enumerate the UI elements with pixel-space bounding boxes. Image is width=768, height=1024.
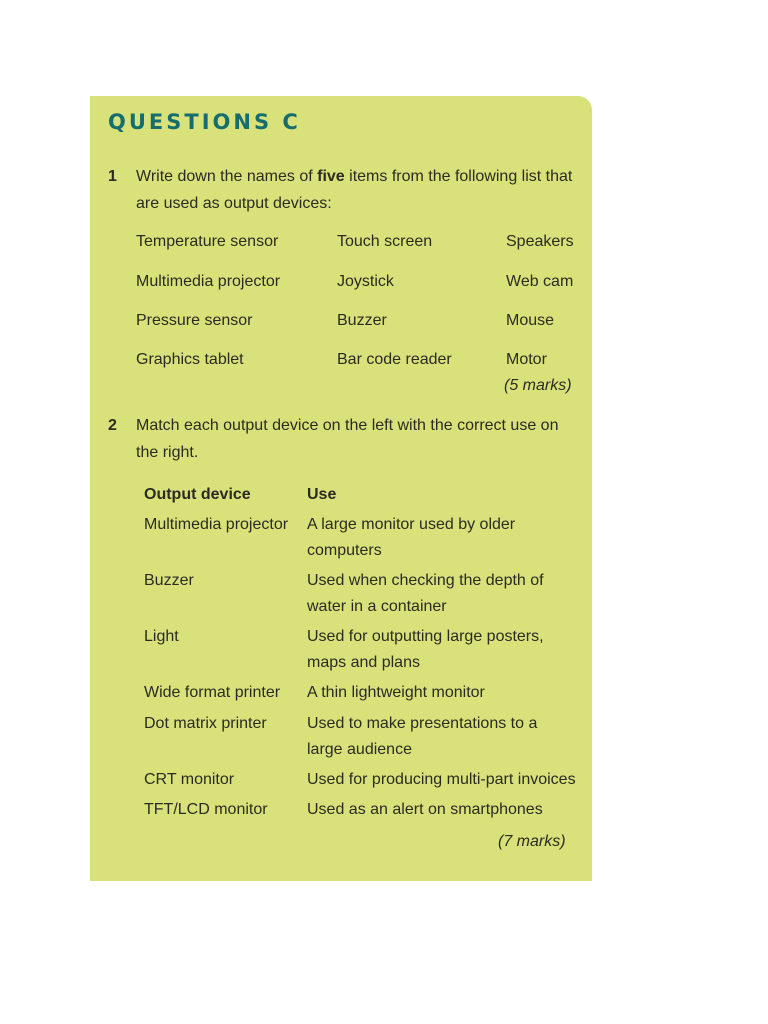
q1-item: Temperature sensor <box>136 233 279 250</box>
question-1-text <box>136 163 576 217</box>
question-1-text-before: Write down the names of <box>136 168 318 185</box>
question-1-text-after: items from the following list that are used as output devices: <box>136 168 573 212</box>
device-cell: TFT/LCD monitor <box>144 801 268 818</box>
q1-item: Pressure sensor <box>136 312 253 329</box>
column-header-use: Use <box>307 486 337 503</box>
question-2-text: Match each output device on the left with the correct use on the right. <box>136 417 559 461</box>
use-cell: Used as an alert on smartphones <box>307 801 543 818</box>
q1-item: Touch screen <box>337 233 433 250</box>
device-cell: Light <box>144 628 179 645</box>
q1-item: Speakers <box>506 233 574 250</box>
use-cell: Used when checking the depth of water in a container <box>307 572 544 615</box>
question-1-marks: (5 marks) <box>504 377 572 394</box>
q1-item: Graphics tablet <box>136 351 244 368</box>
use-cell: Used to make presentations to a large audience <box>307 715 538 758</box>
use-cell: A thin lightweight monitor <box>307 684 485 701</box>
device-cell: Buzzer <box>144 572 194 589</box>
q1-item: Bar code reader <box>337 351 452 368</box>
q1-item: Motor <box>506 351 547 368</box>
q1-item: Web cam <box>506 273 574 290</box>
q1-item: Multimedia projector <box>136 273 281 290</box>
device-cell: Multimedia projector <box>144 516 289 533</box>
question-1-number: 1 <box>108 168 117 185</box>
use-cell: Used for producing multi-part invoices <box>307 771 576 788</box>
use-cell: Used for outputting large posters, maps and plans <box>307 628 544 671</box>
device-cell: CRT monitor <box>144 771 235 788</box>
question-2-number: 2 <box>108 417 117 434</box>
device-cell: Dot matrix printer <box>144 715 267 732</box>
use-cell: A large monitor used by older computers <box>307 516 516 559</box>
q1-item: Buzzer <box>337 312 387 329</box>
q1-item: Joystick <box>337 273 394 290</box>
question-1-text-bold: five <box>317 168 345 185</box>
column-header-device: Output device <box>144 486 251 503</box>
q1-item: Mouse <box>506 312 555 329</box>
questions-panel <box>90 96 592 881</box>
question-2-marks: (7 marks) <box>498 833 566 850</box>
section-heading: QUESTIONS C <box>108 110 301 134</box>
device-cell: Wide format printer <box>144 684 281 701</box>
